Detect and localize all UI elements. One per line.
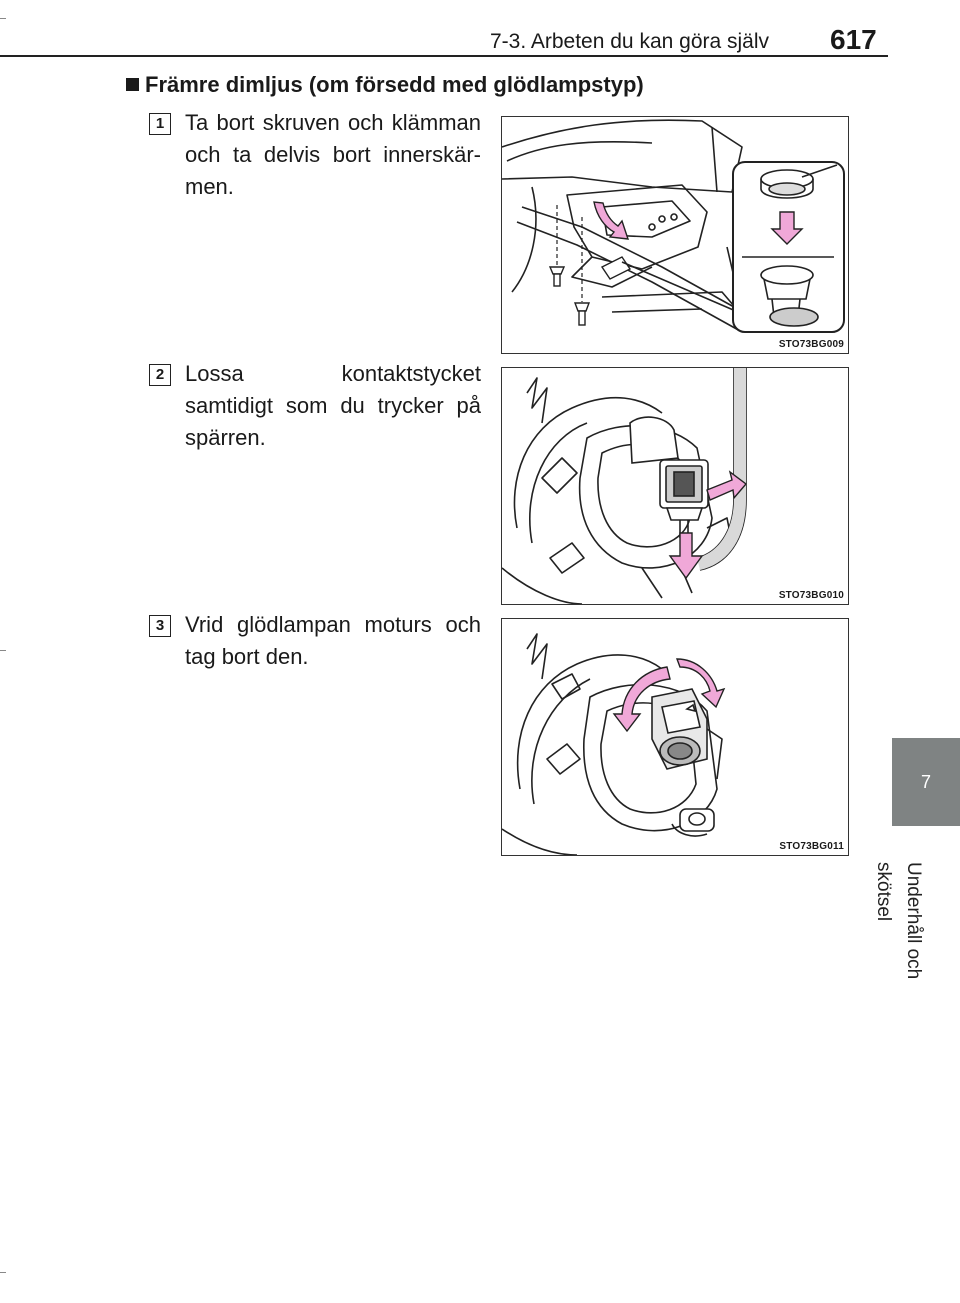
figure-code: STO73BG009 xyxy=(778,339,844,350)
header-section-title: 7-3. Arbeten du kan göra själv xyxy=(490,30,770,53)
step-figure-inner-fender xyxy=(501,116,849,354)
section-heading-text: Främre dimljus (om försedd med glödlampstyp) xyxy=(145,72,644,97)
bulb-illustration xyxy=(502,619,848,855)
chapter-tab[interactable] xyxy=(892,738,960,826)
step-instruction: Lossa kontaktstycket samtidigt som du trycker på spärren. xyxy=(185,361,481,450)
step-number-badge: 3 xyxy=(149,615,171,637)
step-figure-bulb xyxy=(501,618,849,856)
header-rule xyxy=(0,55,888,57)
section-heading xyxy=(126,72,644,98)
figure-code: STO73BG011 xyxy=(779,841,844,852)
crop-mark xyxy=(0,1272,6,1273)
step-instruction: Ta bort skruven och klämman och ta delvis bort innerskärmen. xyxy=(185,110,481,199)
inner-fender-illustration xyxy=(502,117,848,353)
chapter-title: Underhåll och skötsel xyxy=(873,862,924,980)
connector-illustration xyxy=(502,368,848,604)
figure-code: STO73BG010 xyxy=(778,590,844,601)
crop-mark xyxy=(0,18,6,19)
crop-mark xyxy=(0,650,6,651)
chapter-number: 7 xyxy=(920,772,931,792)
step-instruction: Vrid glödlampan moturs och tag bort den. xyxy=(185,612,481,669)
step-number-badge: 2 xyxy=(149,364,171,386)
page-number: 617 xyxy=(830,24,877,55)
square-bullet-icon xyxy=(126,78,139,91)
step-number-badge: 1 xyxy=(149,113,171,135)
step-figure-connector xyxy=(501,367,849,605)
